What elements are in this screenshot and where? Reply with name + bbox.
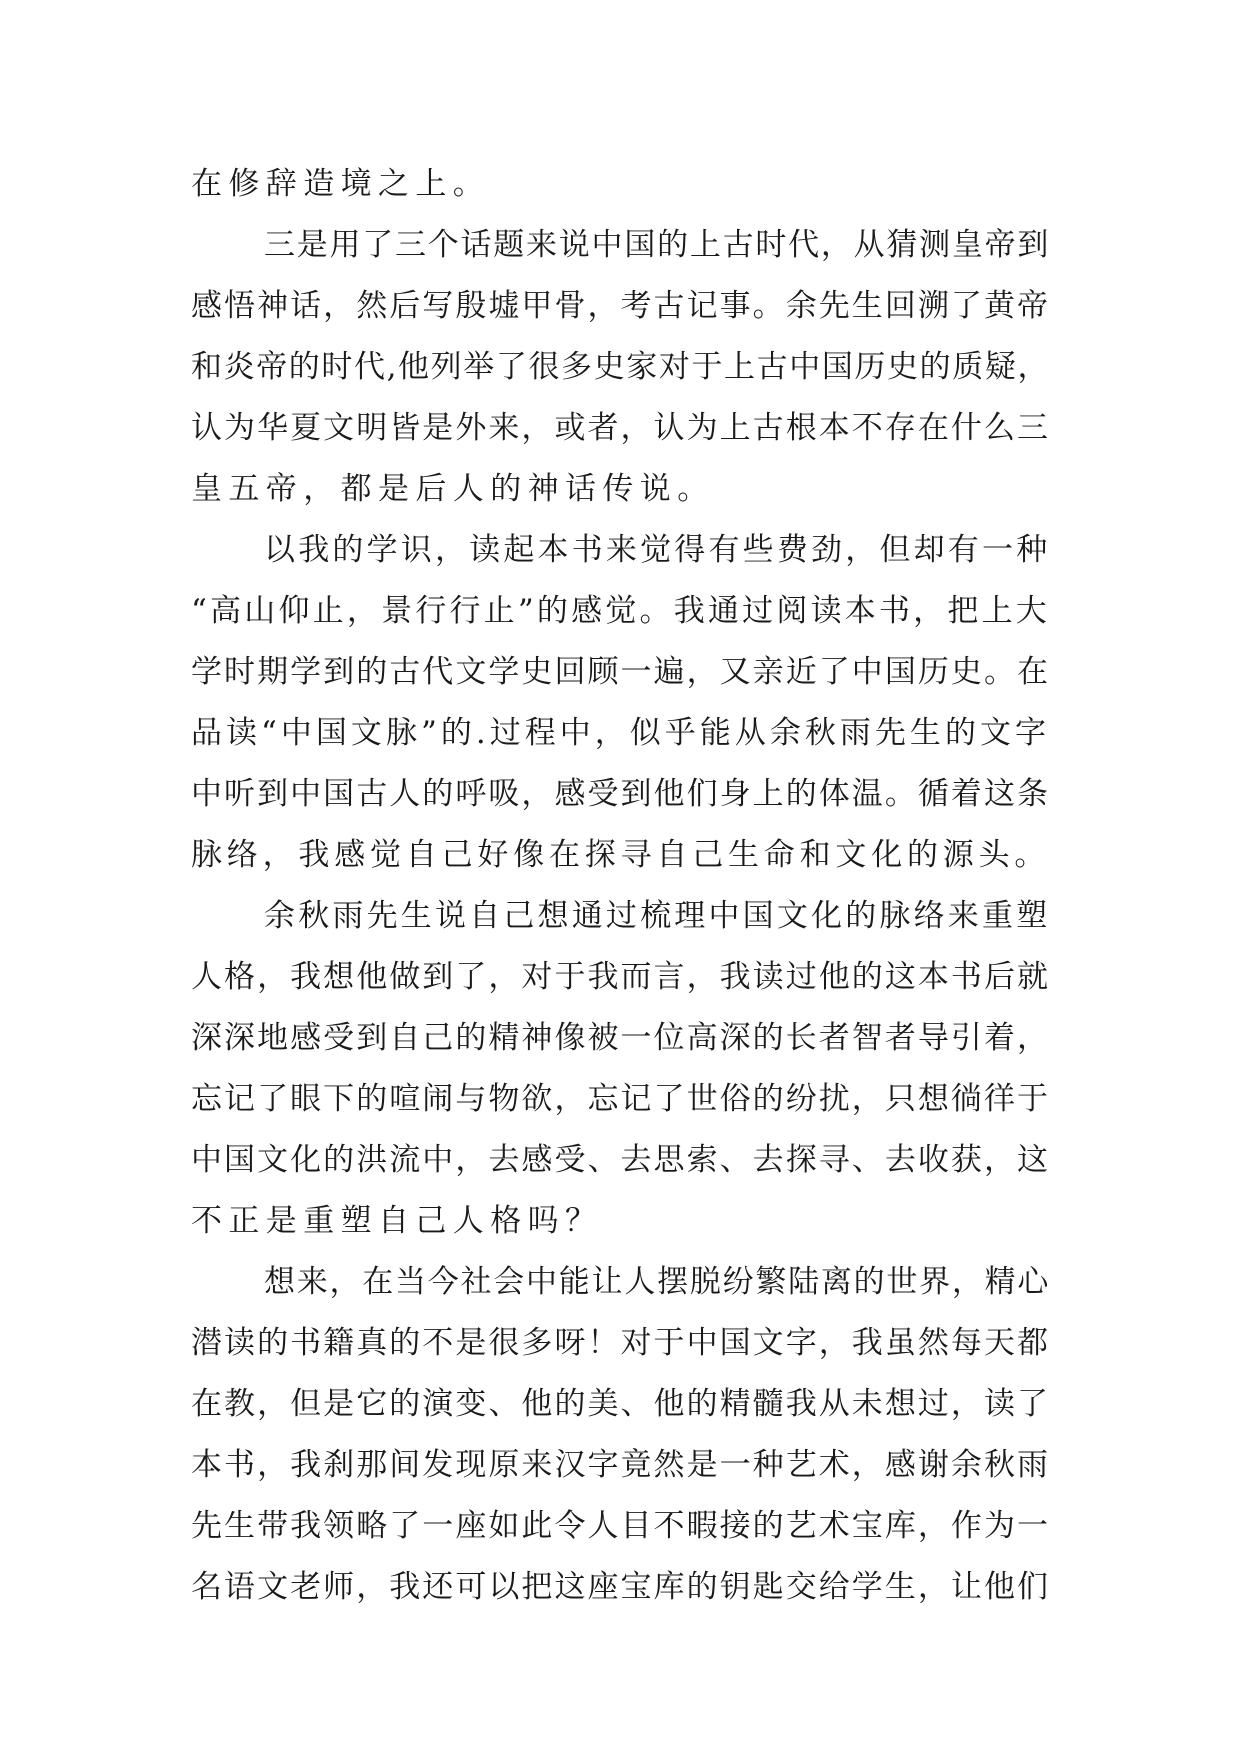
text-line: 先生带我领略了一座如此令人目不暇接的艺术宝库，作为一 bbox=[191, 1508, 1050, 1544]
text-line: 在教，但是它的演变、他的美、他的精髓我从未想过，读了 bbox=[191, 1386, 1050, 1422]
text-line: 品读“中国文脉”的.过程中，似乎能从余秋雨先生的文字 bbox=[191, 715, 1050, 751]
text-line: 脉络，我感觉自己好像在探寻自己生命和文化的源头。 bbox=[191, 837, 1051, 873]
text-line: 忘记了眼下的喧闹与物欲，忘记了世俗的纷扰，只想徜徉于 bbox=[191, 1081, 1050, 1117]
text-line: 学时期学到的古代文学史回顾一遍，又亲近了中国历史。在 bbox=[191, 654, 1050, 690]
text-line: 名语文老师，我还可以把这座宝库的钥匙交给学生，让他们 bbox=[191, 1569, 1050, 1605]
text-line: 中国文化的洪流中，去感受、去思索、去探寻、去收获，这 bbox=[191, 1142, 1050, 1178]
text-line: 人格，我想他做到了，对于我而言，我读过他的这本书后就 bbox=[191, 959, 1050, 995]
text-line: “高山仰止，景行行止”的感觉。我通过阅读本书，把上大 bbox=[191, 593, 1050, 629]
body-text bbox=[191, 154, 1050, 1618]
text-line: 中听到中国古人的呼吸，感受到他们身上的体温。循着这条 bbox=[191, 776, 1050, 812]
text-line: 在修辞造境之上。 bbox=[191, 166, 491, 202]
text-line: 余秋雨先生说自己想通过梳理中国文化的脉络来重塑 bbox=[264, 898, 1050, 934]
text-line: 以我的学识，读起本书来觉得有些费劲，但却有一种 bbox=[264, 532, 1050, 568]
text-line: 不正是重塑自己人格吗？ bbox=[191, 1203, 603, 1239]
text-line: 三是用了三个话题来说中国的上古时代，从猜测皇帝到 bbox=[264, 227, 1050, 263]
text-line: 想来，在当今社会中能让人摆脱纷繁陆离的世界，精心 bbox=[264, 1264, 1050, 1300]
text-line: 感悟神话，然后写殷墟甲骨，考古记事。余先生回溯了黄帝 bbox=[191, 288, 1050, 324]
text-line: 潜读的书籍真的不是很多呀！对于中国文字，我虽然每天都 bbox=[191, 1325, 1050, 1361]
text-line: 本书，我刹那间发现原来汉字竟然是一种艺术，感谢余秋雨 bbox=[191, 1447, 1050, 1483]
text-line: 皇五帝，都是后人的神话传说。 bbox=[191, 471, 715, 507]
text-line: 认为华夏文明皆是外来，或者，认为上古根本不存在什么三 bbox=[191, 410, 1050, 446]
text-line: 深深地感受到自己的精神像被一位高深的长者智者导引着， bbox=[191, 1020, 1050, 1056]
text-line: 和炎帝的时代,他列举了很多史家对于上古中国历史的质疑， bbox=[191, 349, 1051, 385]
